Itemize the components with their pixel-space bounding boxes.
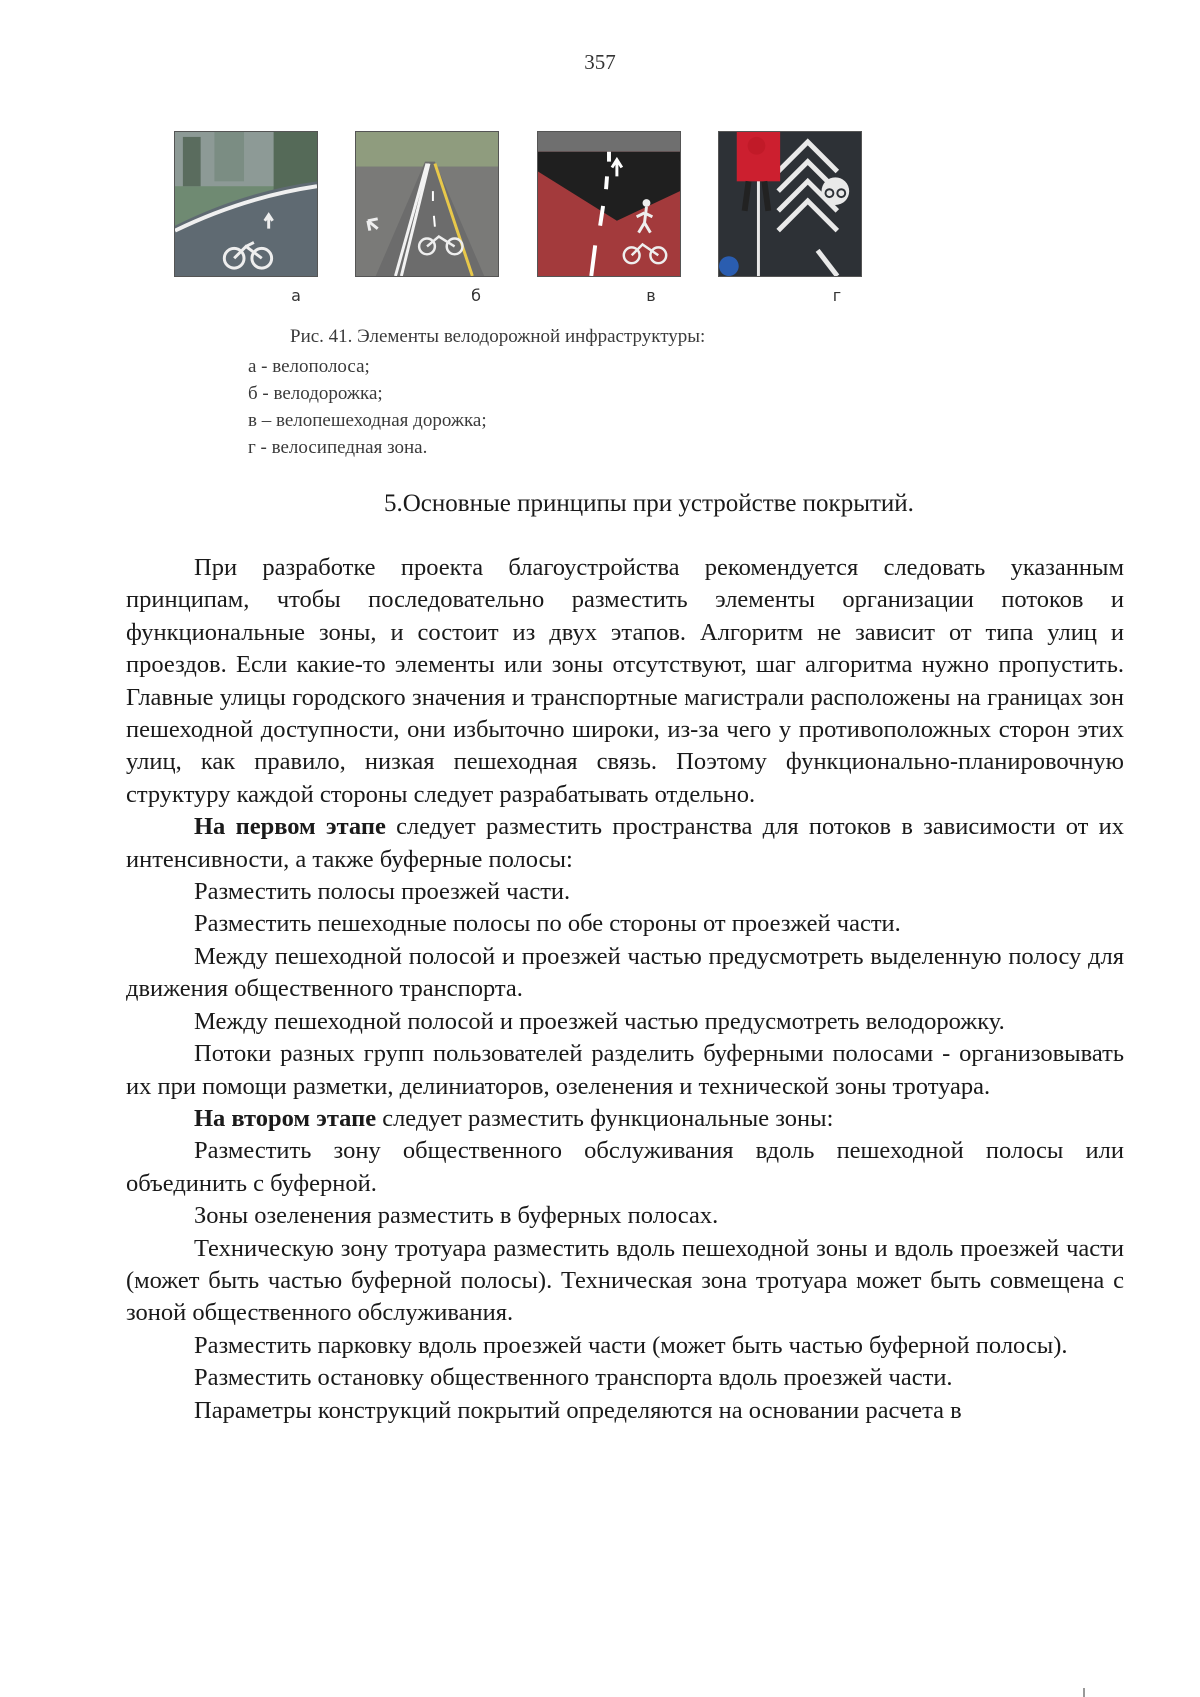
- paragraph: [126, 876, 1124, 908]
- panel-letter-a: а: [291, 286, 301, 305]
- figure-caption-item: б - велодорожка;: [248, 383, 383, 404]
- shared-path-photo: [537, 131, 681, 277]
- paragraph: [126, 941, 1124, 1006]
- paragraph-bold: На первом этапе: [194, 813, 386, 841]
- paragraph-text: Разместить зону общественного обслуживания вдоль пешеходной полосы или объединить с буферной.: [126, 1137, 1124, 1197]
- scan-mark: [1083, 1688, 1085, 1697]
- bike-path-photo: [355, 131, 499, 277]
- paragraph-text: Разместить полосы проезжей части.: [194, 878, 571, 906]
- paragraph-text: Параметры конструкций покрытий определяются на основании расчета в: [194, 1396, 962, 1424]
- paragraph: [126, 1200, 1124, 1232]
- paragraph: [126, 1135, 1124, 1200]
- page-number: 357: [584, 50, 616, 74]
- paragraph-text: следует разместить пространства для потоков в зависимости от их интенсивности, а также буферные полосы:: [126, 813, 1124, 873]
- paragraph-text: Зоны озеленения разместить в буферных полосах.: [194, 1202, 719, 1230]
- paragraph: [126, 552, 1124, 811]
- paragraph: [126, 1233, 1124, 1330]
- panel-letter-g: г: [832, 286, 842, 305]
- paragraph-text: Потоки разных групп пользователей разделить буферными полосами - организовывать их при помощи разметки, делиниаторов, озеленения и технической зоны тротуара.: [126, 1040, 1124, 1100]
- panel-letter-v: в: [646, 286, 656, 305]
- body-text: [126, 552, 1124, 1427]
- paragraph-text: При разработке проекта благоустройства рекомендуется следовать указанным принципам, чтобы последовательно разместить элементы организации потоков и функциональные зоны, и состоит из двух этапов. Алгоритм не зависит от типа улиц и проездов. Если какие-то элементы или зоны отсутствуют, шаг алгоритма нужно пропустить. Главные улицы городского значения и транспортные магистрали расположены на границах зон пешеходной доступности, они избыточно широки, из-за чего у противоположных сторон этих улиц, как правило, низкая пешеходная связь. Поэтому функционально-планировочную структуру каждой стороны следует разрабатывать отдельно.: [126, 554, 1124, 808]
- paragraph: [126, 1006, 1124, 1038]
- paragraph-text: Разместить остановку общественного транспорта вдоль проезжей части.: [194, 1364, 953, 1392]
- paragraph-bold: На втором этапе: [194, 1104, 377, 1132]
- paragraph-text: следует разместить функциональные зоны:: [376, 1104, 834, 1132]
- paragraph-text: Между пешеходной полосой и проезжей частью предусмотреть велодорожку.: [194, 1007, 1005, 1035]
- paragraph: [126, 1362, 1124, 1394]
- figure-caption-item: а - велополоса;: [248, 356, 370, 377]
- paragraph: [126, 1103, 1124, 1135]
- panel-letter-b: б: [471, 286, 481, 305]
- paragraph: [126, 908, 1124, 940]
- paragraph-text: Разместить парковку вдоль проезжей части (может быть частью буферной полосы).: [194, 1331, 1068, 1359]
- paragraph-text: Разместить пешеходные полосы по обе стороны от проезжей части.: [194, 910, 901, 938]
- figure-caption-item: в – велопешеходная дорожка;: [248, 410, 487, 431]
- paragraph: [126, 1330, 1124, 1362]
- paragraph: [126, 1395, 1124, 1427]
- figure-caption-title: Рис. 41. Элементы велодорожной инфраструктуры:: [290, 326, 706, 347]
- bike-lane-photo: [174, 131, 318, 277]
- paragraph-text: Техническую зону тротуара разместить вдоль пешеходной зоны и вдоль проезжей части (может быть частью буферной полосы). Техническая зона тротуара может быть совмещена с зоной общественного обслуживания.: [126, 1234, 1124, 1327]
- section-heading: 5.Основные принципы при устройстве покрытий.: [384, 490, 914, 517]
- paragraph-text: Между пешеходной полосой и проезжей частью предусмотреть выделенную полосу для движения общественного транспорта.: [126, 942, 1124, 1003]
- paragraph: [126, 1038, 1124, 1103]
- figure-caption-item: г - велосипедная зона.: [248, 437, 428, 458]
- bike-zone-photo: [718, 131, 862, 277]
- paragraph: [126, 811, 1124, 876]
